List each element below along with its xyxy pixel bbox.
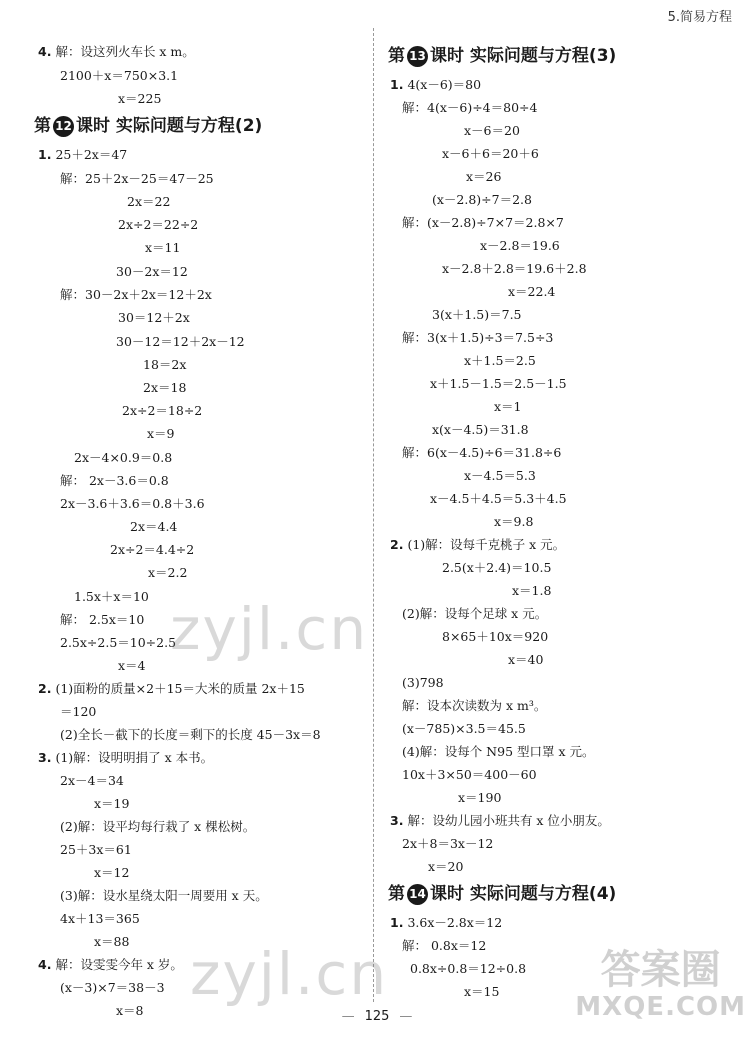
- line-text: (x－785)×3.5＝45.5: [402, 721, 526, 736]
- line-text: (2)解：设每个足球 x 元。: [402, 606, 548, 621]
- solution-line: [390, 537, 565, 553]
- line-text: x＝26: [466, 169, 502, 184]
- line-text: x＝19: [94, 796, 130, 811]
- solution-line: [118, 217, 198, 233]
- solution-line: [94, 865, 129, 881]
- solution-line: [466, 169, 501, 185]
- line-text: x－4.5＋4.5＝5.3＋4.5: [430, 491, 567, 506]
- solution-line: [60, 727, 321, 743]
- line-text: x＝12: [94, 865, 130, 880]
- line-text: 2x÷2＝18÷2: [122, 403, 203, 418]
- line-text: 2x＝18: [143, 380, 187, 395]
- section-title-text: 课时 实际问题与方程(3): [430, 46, 617, 66]
- solution-line: [143, 357, 186, 373]
- solution-line: [60, 819, 255, 835]
- line-text: 解：30－2x＋2x＝12＋2x: [60, 287, 212, 302]
- solution-line: [60, 704, 96, 720]
- solution-line: [74, 589, 149, 605]
- solution-line: [402, 721, 526, 737]
- line-text: (x－3)×7＝38－3: [60, 980, 165, 995]
- solution-line: [494, 514, 533, 530]
- solution-line: [442, 261, 587, 277]
- page-number: — 125 —: [341, 1009, 413, 1024]
- solution-line: [60, 888, 268, 904]
- lesson-number-badge: 12: [53, 116, 74, 137]
- line-text: 2x－4×0.9＝0.8: [74, 450, 173, 465]
- line-text: x＝190: [458, 790, 502, 805]
- line-text: x＝20: [428, 859, 464, 874]
- section-title: [388, 44, 616, 68]
- line-text: 4x＋13＝365: [60, 911, 140, 926]
- line-text: 2x－3.6＋3.6＝0.8＋3.6: [60, 496, 205, 511]
- solution-line: [508, 652, 543, 668]
- line-text: 1.5x＋x＝10: [74, 589, 149, 604]
- solution-line: [122, 403, 202, 419]
- solution-line: [60, 911, 140, 927]
- solution-line: [60, 635, 176, 651]
- line-text: (x－2.8)÷7＝2.8: [432, 192, 532, 207]
- solution-line: [118, 91, 161, 107]
- solution-line: [145, 240, 180, 256]
- line-text: (3)798: [402, 675, 444, 690]
- line-text: x＋1.5－1.5＝2.5－1.5: [430, 376, 567, 391]
- line-text: x＝1.8: [512, 583, 552, 598]
- solution-line: [402, 938, 486, 954]
- solution-line: [402, 445, 561, 461]
- section-title-prefix: 第: [388, 46, 405, 66]
- line-text: 25＋3x＝61: [60, 842, 132, 857]
- problem-number: 3.: [390, 813, 404, 828]
- chapter-header: 5.简易方程: [667, 10, 732, 25]
- solution-line: [390, 813, 610, 829]
- section-title-text: 课时 实际问题与方程(4): [430, 884, 617, 904]
- line-text: (1)解：设每千克桃子 x 元。: [407, 537, 566, 552]
- column-divider: [373, 28, 374, 1002]
- line-text: x＋1.5＝2.5: [464, 353, 536, 368]
- solution-line: [402, 675, 444, 691]
- line-text: 解：3(x＋1.5)÷3＝7.5÷3: [402, 330, 554, 345]
- line-text: 解：设雯雯今年 x 岁。: [55, 957, 183, 972]
- solution-line: [512, 583, 551, 599]
- solution-line: [143, 380, 186, 396]
- solution-line: [402, 698, 546, 714]
- line-text: x＝15: [464, 984, 500, 999]
- lesson-number-badge: 14: [407, 884, 428, 905]
- line-text: x＝4: [118, 658, 146, 673]
- watermark-text-upper: zyjl.cn: [170, 595, 369, 663]
- line-text: (1)面粉的质量×2＋15＝大米的质量 2x＋15: [55, 681, 305, 696]
- problem-number: 2.: [390, 537, 404, 552]
- section-title-prefix: 第: [34, 116, 51, 136]
- solution-line: [464, 468, 536, 484]
- line-text: ＝120: [60, 704, 97, 719]
- line-text: x＝225: [118, 91, 162, 106]
- solution-line: [430, 376, 567, 392]
- solution-line: [94, 796, 129, 812]
- line-text: x－2.8＋2.8＝19.6＋2.8: [442, 261, 587, 276]
- line-text: 2x÷2＝4.4÷2: [110, 542, 195, 557]
- solution-line: [390, 77, 481, 93]
- line-text: (1)解：设明明捐了 x 本书。: [55, 750, 214, 765]
- solution-line: [442, 560, 551, 576]
- line-text: 2100＋x＝750×3.1: [60, 68, 179, 83]
- line-text: x＝40: [508, 652, 544, 667]
- line-text: 解： 2.5x＝10: [60, 612, 145, 627]
- line-text: 8×65＋10x＝920: [442, 629, 549, 644]
- line-text: x＝88: [94, 934, 130, 949]
- solution-line: [432, 192, 532, 208]
- solution-line: [432, 307, 522, 323]
- line-text: 18＝2x: [143, 357, 187, 372]
- solution-line: [38, 147, 127, 163]
- solution-line: [494, 399, 522, 415]
- problem-number: 4.: [38, 957, 52, 972]
- solution-line: [402, 215, 564, 231]
- problem-number: 1.: [390, 77, 404, 92]
- solution-line: [116, 334, 245, 350]
- solution-line: [110, 542, 194, 558]
- solution-line: [442, 629, 548, 645]
- solution-line: [38, 44, 195, 60]
- solution-line: [130, 519, 177, 535]
- solution-line: [390, 915, 502, 931]
- solution-line: [60, 287, 212, 303]
- section-title-prefix: 第: [388, 884, 405, 904]
- solution-line: [127, 194, 170, 210]
- solution-line: [148, 565, 187, 581]
- solution-line: [458, 790, 501, 806]
- problem-number: 2.: [38, 681, 52, 696]
- solution-line: [94, 934, 129, 950]
- watermark-logo-bottom: MXQE.COM: [575, 992, 746, 1022]
- line-text: x－2.8＝19.6: [480, 238, 560, 253]
- line-text: (4)解：设每个 N95 型口罩 x 元。: [402, 744, 595, 759]
- solution-line: [60, 980, 165, 996]
- line-text: 2x＝4.4: [130, 519, 178, 534]
- solution-line: [118, 658, 146, 674]
- line-text: 解：(x－2.8)÷7×7＝2.8×7: [402, 215, 564, 230]
- solution-line: [432, 422, 529, 438]
- line-text: 2x＝22: [127, 194, 171, 209]
- section-title: [34, 114, 262, 138]
- section-title-text: 课时 实际问题与方程(2): [76, 116, 263, 136]
- solution-line: [464, 353, 536, 369]
- line-text: x＝22.4: [508, 284, 556, 299]
- line-text: x－4.5＝5.3: [464, 468, 536, 483]
- line-text: 解：设幼儿园小班共有 x 位小朋友。: [407, 813, 610, 828]
- line-text: x＝2.2: [148, 565, 188, 580]
- line-text: x(x－4.5)＝31.8: [432, 422, 529, 437]
- line-text: 2x－4＝34: [60, 773, 124, 788]
- problem-number: 1.: [390, 915, 404, 930]
- line-text: 10x＋3×50＝400－60: [402, 767, 537, 782]
- solution-line: [118, 310, 190, 326]
- solution-line: [464, 984, 499, 1000]
- line-text: 解：25＋2x－25＝47－25: [60, 171, 214, 186]
- section-title: [388, 882, 616, 906]
- solution-line: [60, 171, 214, 187]
- solution-line: [60, 842, 132, 858]
- solution-line: [402, 606, 547, 622]
- solution-line: [402, 744, 595, 760]
- line-text: 2.5(x＋2.4)＝10.5: [442, 560, 552, 575]
- solution-line: [38, 681, 305, 697]
- solution-line: [38, 750, 213, 766]
- solution-line: [60, 473, 169, 489]
- line-text: 4(x－6)＝80: [407, 77, 482, 92]
- problem-number: 1.: [38, 147, 52, 162]
- line-text: (3)解：设水星绕太阳一周要用 x 天。: [60, 888, 268, 903]
- solution-line: [402, 836, 493, 852]
- line-text: 2x＋8＝3x－12: [402, 836, 494, 851]
- line-text: 解：6(x－4.5)÷6＝31.8÷6: [402, 445, 562, 460]
- solution-line: [60, 612, 144, 628]
- solution-line: [402, 330, 553, 346]
- line-text: 解：4(x－6)÷4＝80÷4: [402, 100, 538, 115]
- page-number-value: 125: [364, 1009, 390, 1024]
- line-text: 30－2x＝12: [116, 264, 188, 279]
- line-text: 25＋2x＝47: [55, 147, 128, 162]
- line-text: 30－12＝12＋2x－12: [116, 334, 245, 349]
- watermark-logo-top: 答案圈: [600, 947, 721, 993]
- line-text: 2.5x÷2.5＝10÷2.5: [60, 635, 177, 650]
- problem-number: 3.: [38, 750, 52, 765]
- solution-line: [508, 284, 555, 300]
- line-text: 3(x＋1.5)＝7.5: [432, 307, 522, 322]
- solution-line: [402, 100, 537, 116]
- line-text: x＝9.8: [494, 514, 534, 529]
- line-text: 30＝12＋2x: [118, 310, 190, 325]
- solution-line: [430, 491, 567, 507]
- line-text: (2)解：设平均每行栽了 x 棵松树。: [60, 819, 256, 834]
- line-text: 解： 2x－3.6＝0.8: [60, 473, 169, 488]
- solution-line: [442, 146, 539, 162]
- line-text: 2x÷2＝22÷2: [118, 217, 199, 232]
- solution-line: [116, 264, 188, 280]
- line-text: (2)全长－截下的长度＝剩下的长度 45－3x＝8: [60, 727, 321, 742]
- line-text: x＝9: [147, 426, 175, 441]
- solution-line: [74, 450, 172, 466]
- lesson-number-badge: 13: [407, 46, 428, 67]
- solution-line: [38, 957, 183, 973]
- line-text: x＝1: [494, 399, 522, 414]
- solution-line: [480, 238, 560, 254]
- line-text: 解：设本次读数为 x m³。: [402, 698, 547, 713]
- watermark-text-lower: zyjl.cn: [190, 940, 389, 1008]
- line-text: 解：设这列火车长 x m。: [55, 44, 195, 59]
- solution-line: [147, 426, 175, 442]
- solution-line: [60, 773, 124, 789]
- line-text: 0.8x÷0.8＝12÷0.8: [410, 961, 527, 976]
- problem-number: 4.: [38, 44, 52, 59]
- solution-line: [464, 123, 520, 139]
- solution-line: [60, 496, 205, 512]
- solution-line: [428, 859, 463, 875]
- line-text: x－6＝20: [464, 123, 520, 138]
- line-text: x－6＋6＝20＋6: [442, 146, 539, 161]
- line-text: 3.6x－2.8x＝12: [407, 915, 503, 930]
- solution-line: [60, 68, 178, 84]
- line-text: x＝8: [116, 1003, 144, 1018]
- solution-line: [402, 767, 537, 783]
- line-text: x＝11: [145, 240, 181, 255]
- solution-line: [410, 961, 526, 977]
- line-text: 解： 0.8x＝12: [402, 938, 487, 953]
